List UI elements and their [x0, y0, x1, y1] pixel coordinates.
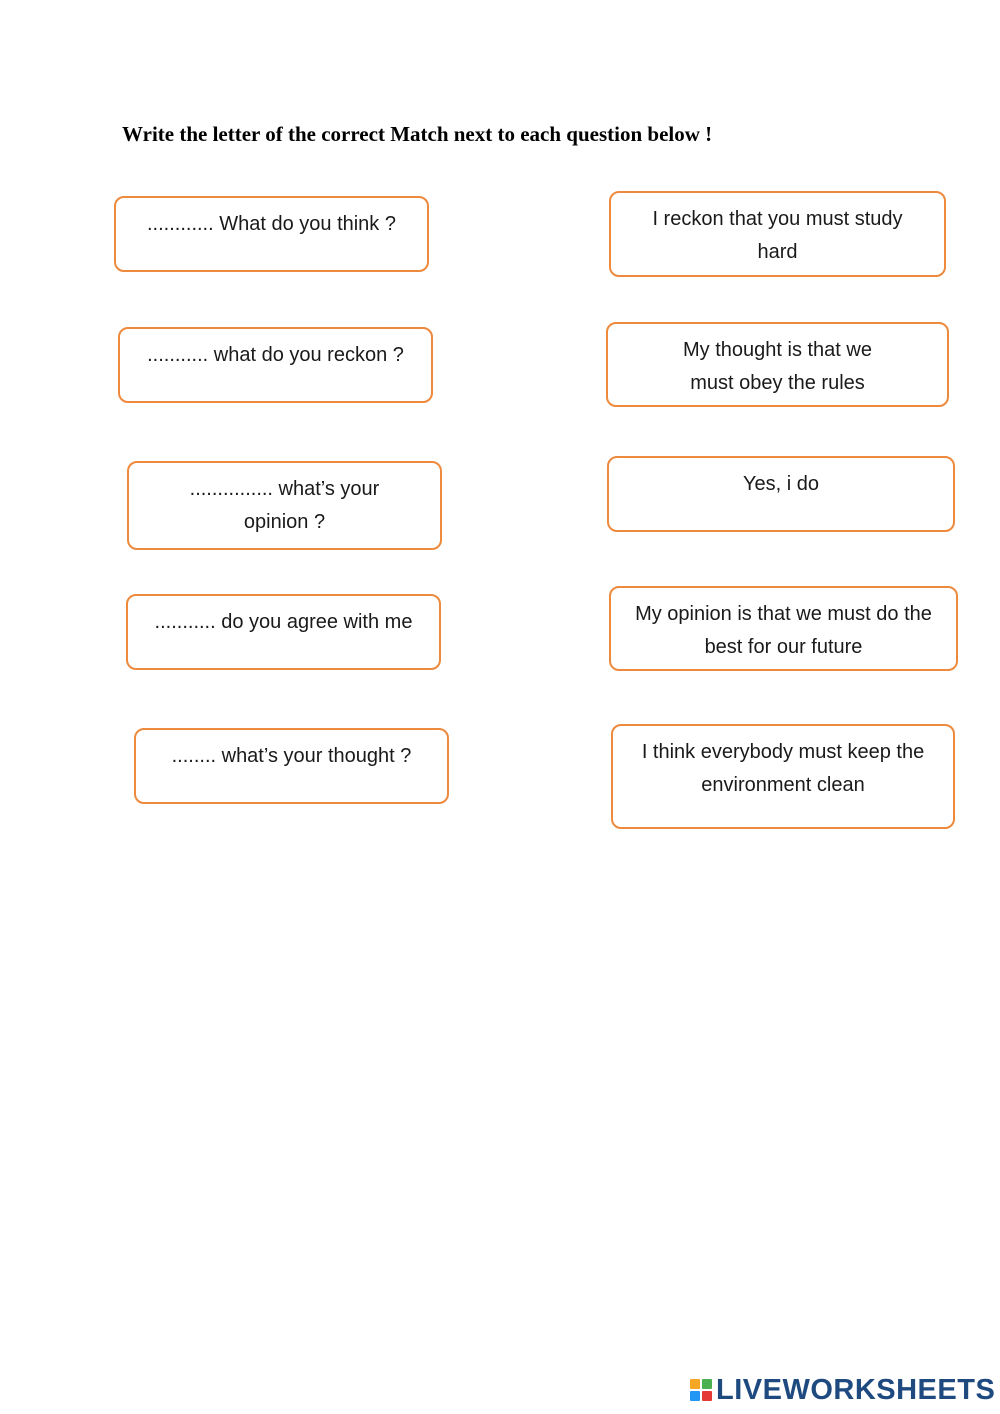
question-box-3[interactable]: [127, 461, 442, 550]
answer-box-d: [609, 586, 958, 671]
logo-squares-icon: [690, 1379, 712, 1401]
question-text: ........... do you agree with me: [154, 611, 413, 633]
answer-text: Yes, i do: [743, 473, 819, 495]
answer-box-a: [609, 191, 946, 277]
logo-square: [702, 1379, 712, 1389]
question-box-4[interactable]: [126, 594, 441, 670]
answer-text: I reckon that you must study hard: [652, 208, 903, 263]
question-text: ........... what do you reckon ?: [147, 344, 404, 366]
answer-box-e: [611, 724, 955, 829]
liveworksheets-logo: [690, 1370, 995, 1410]
logo-square: [702, 1391, 712, 1401]
logo-square: [690, 1379, 700, 1389]
answer-text: My opinion is that we must do the best for our future: [635, 603, 932, 658]
worksheet-instruction: Write the letter of the correct Match next to each question below !: [122, 122, 713, 146]
answer-text: I think everybody must keep the environment clean: [641, 741, 925, 796]
question-text: ............ What do you think ?: [146, 213, 396, 235]
answer-text: My thought is that we must obey the rules: [683, 339, 872, 394]
answer-box-b: [606, 322, 949, 407]
question-box-5[interactable]: [134, 728, 449, 804]
question-text: ............... what’s your opinion ?: [189, 478, 380, 533]
question-box-2[interactable]: [118, 327, 433, 403]
logo-text: LIVEWORKSHEETS: [716, 1373, 996, 1406]
question-text: ........ what’s your thought ?: [171, 745, 412, 767]
answer-box-c: [607, 456, 955, 532]
logo-square: [690, 1391, 700, 1401]
question-box-1[interactable]: [114, 196, 429, 272]
